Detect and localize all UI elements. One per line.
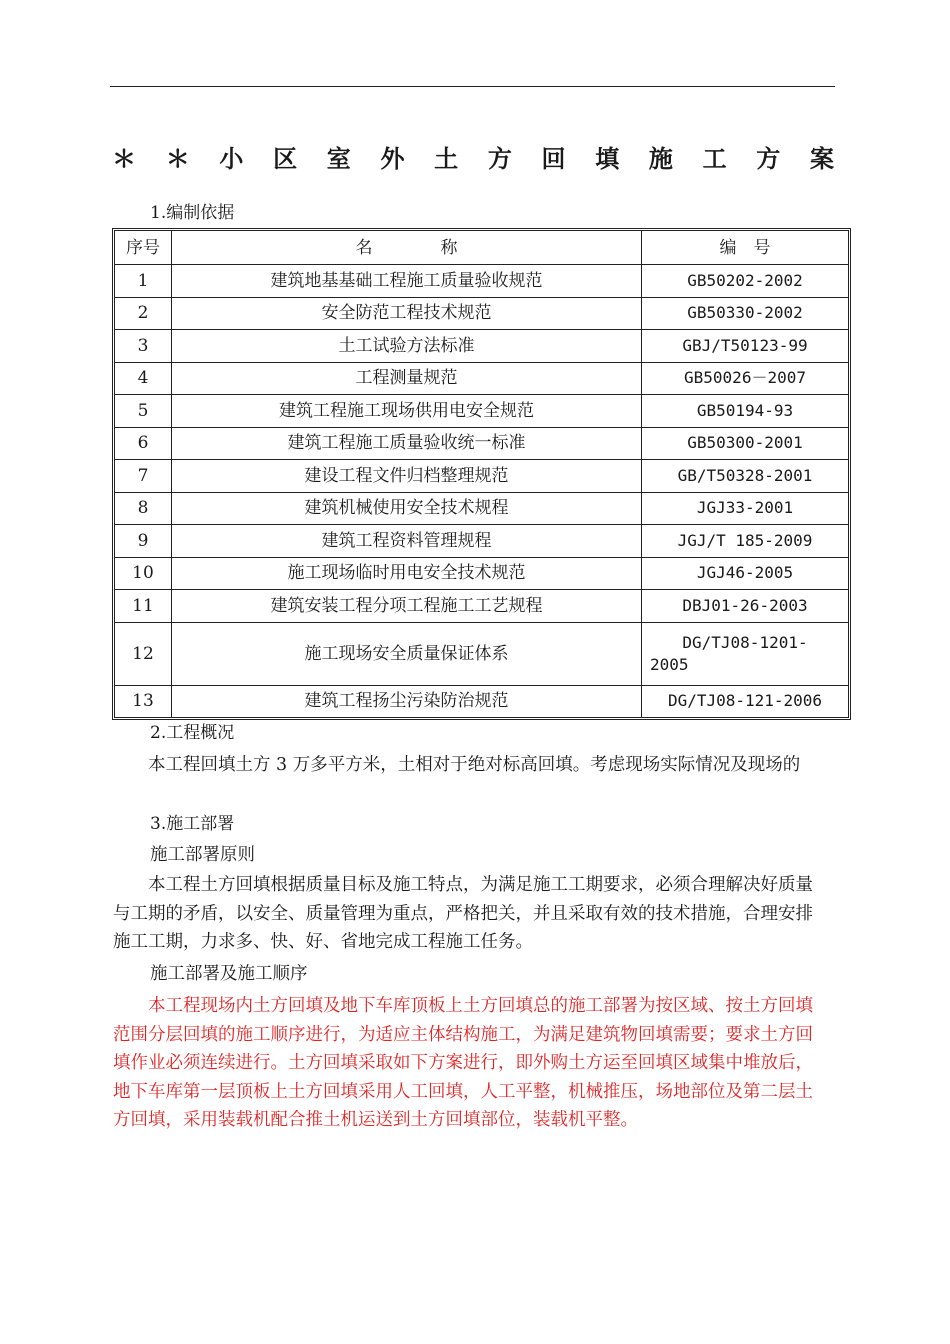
row-no: 2 — [115, 298, 172, 331]
table-row — [115, 590, 848, 623]
row-no: 9 — [115, 525, 172, 558]
section-heading-deployment: 3.施工部署 — [150, 814, 235, 834]
row-no: 13 — [115, 686, 172, 718]
row-code: GB50300-2001 — [642, 428, 848, 461]
row-name: 建筑安装工程分项工程施工工艺规程 — [172, 590, 642, 623]
table-row — [115, 363, 848, 396]
sequence-heading: 施工部署及施工顺序 — [150, 964, 308, 984]
row-name: 施工现场临时用电安全技术规范 — [172, 558, 642, 591]
row-code: JGJ/T 185-2009 — [642, 525, 848, 558]
overview-paragraph: 本工程回填土方 3 万多平方米，土相对于绝对标高回填。考虑现场实际情况及现场的 — [148, 755, 801, 775]
row-name: 建筑机械使用安全技术规程 — [172, 493, 642, 526]
row-name: 安全防范工程技术规范 — [172, 298, 642, 331]
header-no: 序号 — [115, 231, 172, 265]
row-code: GB50330-2002 — [642, 298, 848, 331]
row-code: JGJ33-2001 — [642, 493, 848, 526]
row-code: DBJ01-26-2003 — [642, 590, 848, 623]
table-row — [115, 265, 848, 298]
title-char: 施 — [648, 144, 673, 173]
reference-standards-table — [112, 228, 851, 720]
title-char: 填 — [595, 144, 620, 173]
row-no: 1 — [115, 265, 172, 298]
table-row — [115, 525, 848, 558]
title-char: 室 — [326, 144, 351, 173]
title-char: 案 — [809, 144, 834, 173]
row-name: 工程测量规范 — [172, 363, 642, 396]
table-row — [115, 460, 848, 493]
row-name: 建筑工程施工现场供用电安全规范 — [172, 395, 642, 428]
table-header-row — [115, 231, 848, 265]
table-row — [115, 298, 848, 331]
row-name: 建筑工程施工质量验收统一标准 — [172, 428, 642, 461]
row-name: 建筑工程资料管理规程 — [172, 525, 642, 558]
title-char: ＊ — [165, 144, 190, 173]
table-row — [115, 395, 848, 428]
row-no: 4 — [115, 363, 172, 396]
row-code: GB50202-2002 — [642, 265, 848, 298]
row-no: 11 — [115, 590, 172, 623]
row-code-line2: 2005 — [650, 654, 689, 674]
row-name: 土工试验方法标准 — [172, 330, 642, 363]
document-title — [112, 143, 834, 175]
row-code: GB/T50328-2001 — [642, 460, 848, 493]
title-char: 区 — [273, 144, 298, 173]
title-char: 外 — [380, 144, 405, 173]
row-no: 7 — [115, 460, 172, 493]
header-code: 编 号 — [642, 231, 848, 265]
row-name: 施工现场安全质量保证体系 — [172, 623, 642, 686]
title-char: 回 — [541, 144, 566, 173]
title-char: 小 — [219, 144, 244, 173]
row-no: 3 — [115, 330, 172, 363]
row-name: 建筑地基基础工程施工质量验收规范 — [172, 265, 642, 298]
row-code — [642, 623, 848, 686]
row-code: JGJ46-2005 — [642, 558, 848, 591]
row-code: DG/TJ08-121-2006 — [667, 691, 823, 711]
title-char: ＊ — [112, 144, 136, 173]
title-char: 土 — [434, 144, 459, 173]
row-no: 12 — [115, 623, 172, 686]
principle-heading: 施工部署原则 — [150, 845, 255, 865]
title-char: 工 — [702, 144, 727, 173]
row-no: 5 — [115, 395, 172, 428]
table-row — [115, 558, 848, 591]
row-code: GBJ/T50123-99 — [642, 330, 848, 363]
table-row — [115, 330, 848, 363]
row-no: 10 — [115, 558, 172, 591]
row-no: 8 — [115, 493, 172, 526]
sequence-paragraph: 本工程现场内土方回填及地下车库顶板上土方回填总的施工部署为按区域、按土方回填范围分层回填的施工顺序进行，为适应主体结构施工，为满足建筑物回填需要；要求土方回填作业必须连续进行。土方回填采取如下方案进行，即外购土方运至回填区域集中堆放后，地下车库第一层顶板上土方回填采用人工回填，人工平整，机械推压，场地部位及第二层土方回填，采用装载机配合推土机运送到土方回填部位，装载机平整。 — [113, 996, 813, 1130]
row-name: 建设工程文件归档整理规范 — [172, 460, 642, 493]
title-char: 方 — [487, 144, 512, 173]
row-name: 建筑工程扬尘污染防治规范 — [172, 686, 642, 718]
row-no: 6 — [115, 428, 172, 461]
row-code: GB50026－2007 — [642, 363, 848, 396]
table-row — [115, 686, 848, 718]
header-rule — [110, 86, 835, 87]
table-row — [115, 428, 848, 461]
table-row — [115, 623, 848, 686]
row-code-line1: DG/TJ08-1201- — [682, 632, 808, 652]
principle-paragraph: 本工程土方回填根据质量目标及施工特点，为满足施工工期要求，必须合理解决好质量与工期的矛盾，以安全、质量管理为重点，严格把关，并且采取有效的技术措施，合理安排施工工期，力求多、快、好、省地完成工程施工任务。 — [113, 875, 813, 952]
section-heading-basis: 1.编制依据 — [150, 203, 235, 223]
header-name: 名 称 — [172, 231, 642, 265]
section-heading-overview: 2.工程概况 — [150, 723, 235, 743]
row-code: GB50194-93 — [642, 395, 848, 428]
title-char: 方 — [756, 144, 781, 173]
table-row — [115, 493, 848, 526]
